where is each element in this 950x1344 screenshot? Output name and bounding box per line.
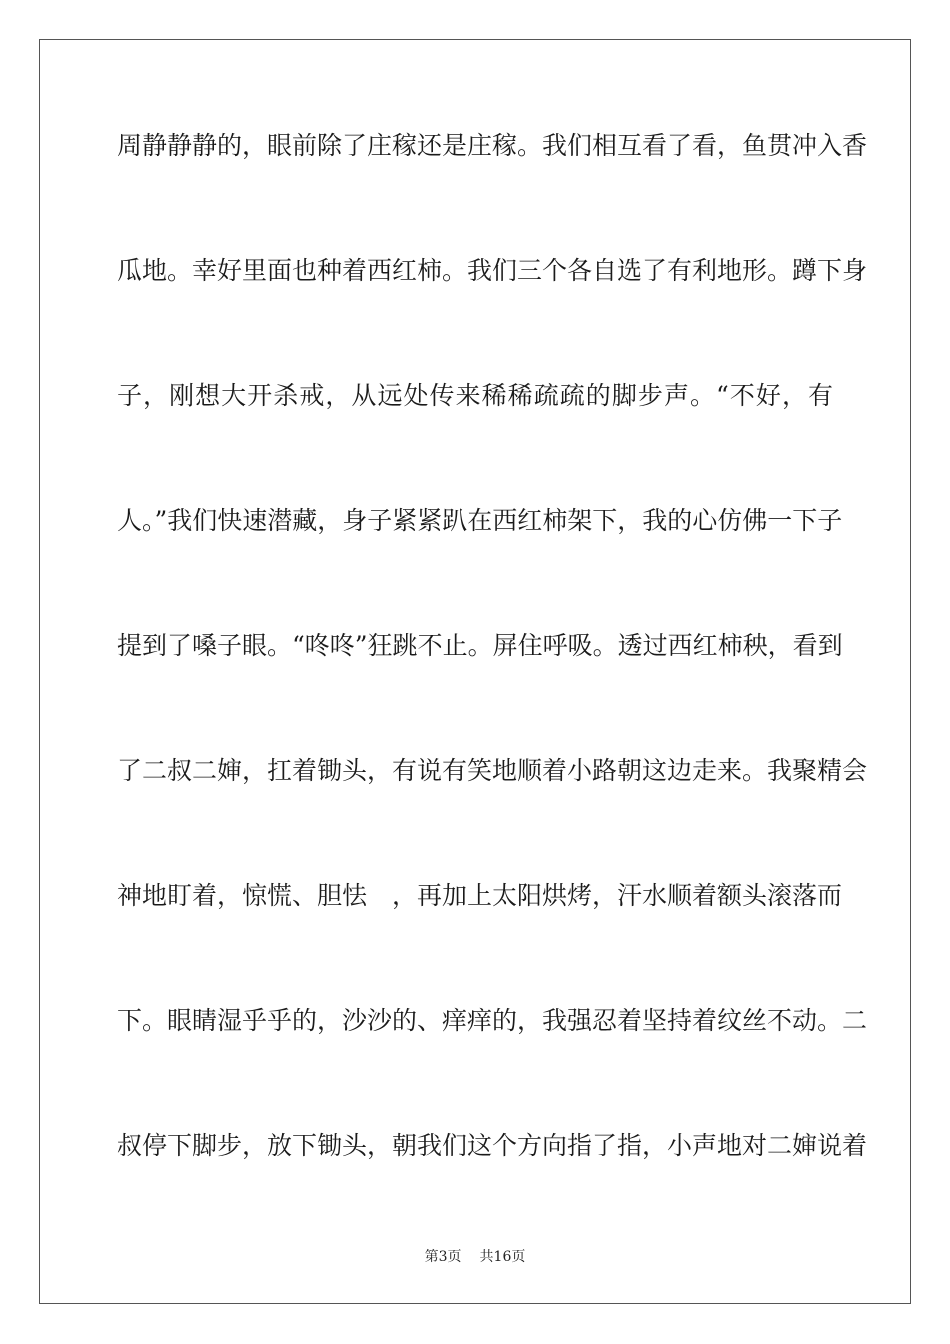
text-line-8: 下。眼睛湿乎乎的，沙沙的、痒痒的，我强忍着坚持着纹丝不动。二	[117, 1006, 868, 1035]
text-line-3: 子，刚想大开杀戒，从远处传来稀稀疏疏的脚步声。“不好，有	[117, 381, 833, 410]
page-number: 第3页	[424, 1249, 462, 1265]
page-border	[39, 39, 911, 1304]
text-line-1: 周静静静的，眼前除了庄稼还是庄稼。我们相互看了看，鱼贯冲入香	[117, 131, 868, 160]
text-line-5: 提到了嗓子眼。“咚咚”狂跳不止。屏住呼吸。透过西红柿秧，看到	[117, 631, 843, 660]
text-line-7: 神地盯着，惊慌、胆怯 ，再加上太阳烘烤，汗水顺着额头滚落而	[117, 881, 843, 910]
text-line-6: 了二叔二婶，扛着锄头，有说有笑地顺着小路朝这边走来。我聚精会	[117, 756, 868, 785]
text-line-2: 瓜地。幸好里面也种着西红柿。我们三个各自选了有利地形。蹲下身	[117, 256, 868, 285]
total-pages: 共16页	[479, 1249, 526, 1265]
text-line-9: 叔停下脚步，放下锄头，朝我们这个方向指了指，小声地对二婶说着	[117, 1131, 868, 1160]
page-footer	[0, 1248, 950, 1266]
text-line-4: 人。”我们快速潜藏，身子紧紧趴在西红柿架下，我的心仿佛一下子	[117, 506, 843, 535]
